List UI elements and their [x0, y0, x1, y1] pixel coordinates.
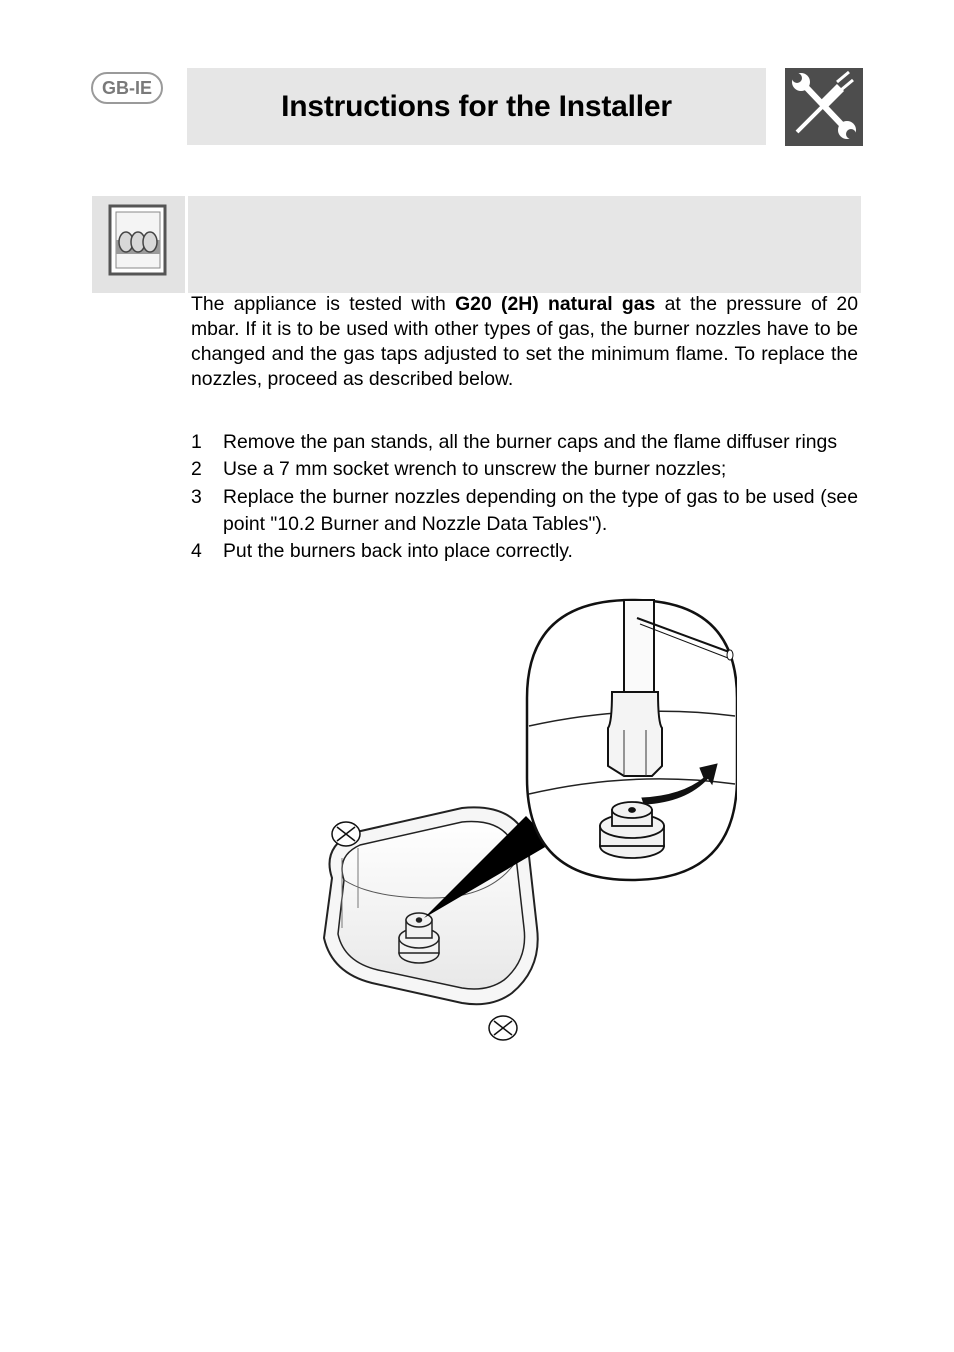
intro-text-end: at the pressure of 20 mbar. If it is to be used with other types of gas, the burner nozzles have to be changed and the gas taps adjusted to set the minimum flame. To replace the nozzles, proceed as described below.: [191, 293, 858, 390]
step-text: Replace the burner nozzles depending on the type of gas to be used (see point "10.2 Burner and Nozzle Data Tables").: [223, 485, 858, 535]
step-number: 4: [191, 540, 202, 563]
gas-type: G20 (2H) natural gas: [455, 293, 656, 315]
page-title: Instructions for the Installer: [281, 89, 672, 123]
step-text: Use a 7 mm socket wrench to unscrew the burner nozzles;: [223, 458, 727, 481]
gas-tap-icon: [92, 196, 185, 293]
region-badge: GB-IE: [91, 72, 163, 104]
steps-list: [191, 429, 858, 565]
intro-paragraph: [191, 292, 858, 392]
list-item: [191, 538, 858, 565]
step-number: 3: [191, 485, 202, 508]
list-item: [191, 484, 858, 539]
step-text: Remove the pan stands, all the burner caps and the flame diffuser rings: [223, 431, 838, 453]
list-item: [191, 429, 858, 456]
step-text: Put the burners back into place correctly.: [223, 540, 573, 563]
section-icon-box: [92, 196, 185, 293]
list-item: [191, 456, 858, 483]
intro-text-start: The appliance is tested with: [191, 293, 456, 315]
section-header-bar: [188, 196, 861, 293]
step-number: 1: [191, 431, 202, 453]
title-bar: [187, 68, 766, 145]
step-number: 2: [191, 458, 202, 481]
tools-icon: [785, 68, 863, 146]
nozzle-replacement-illustration: [312, 598, 737, 1044]
